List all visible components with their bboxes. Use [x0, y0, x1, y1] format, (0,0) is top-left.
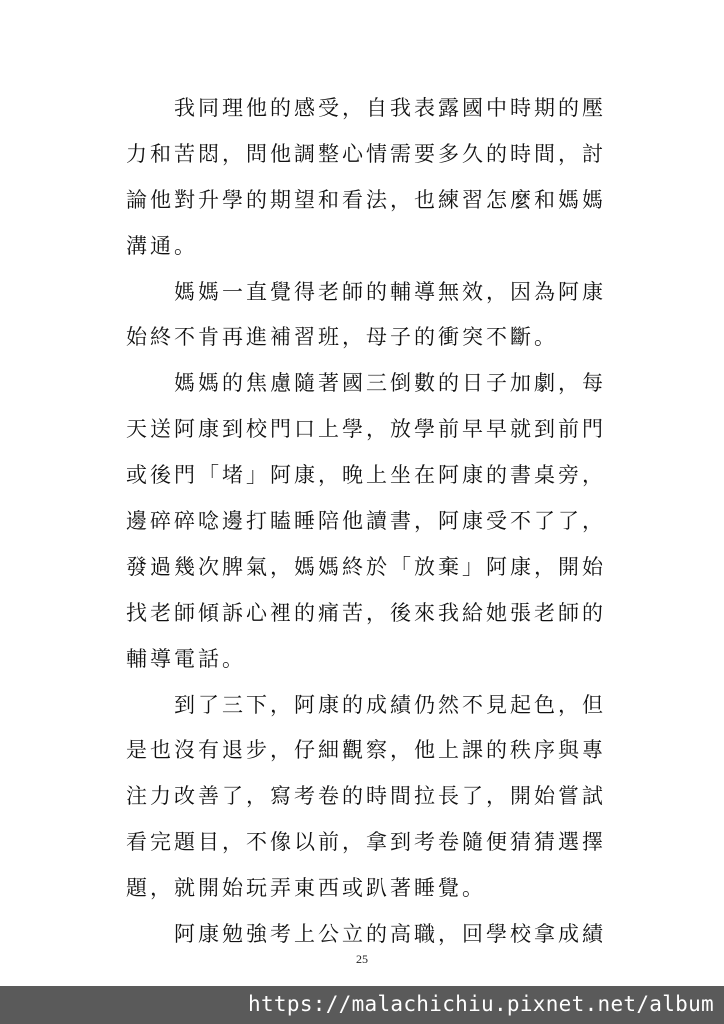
- text-line: 媽媽一直覺得老師的輔導無效，因為阿康: [174, 279, 606, 304]
- paragraph-4: [126, 683, 606, 912]
- text-line: 阿康勉強考上公立的高職，回學校拿成績: [174, 922, 606, 947]
- page-number: 25: [356, 952, 368, 966]
- text-line: 是也沒有退步，仔細觀察，他上課的秩序與專: [126, 738, 606, 763]
- text-line: 發過幾次脾氣，媽媽終於「放棄」阿康，開始: [126, 554, 606, 579]
- watermark-url[interactable]: https://malachichiu.pixnet.net/album: [248, 992, 714, 1016]
- paragraph-1: [126, 86, 606, 270]
- text-line: 輔導電話。: [126, 646, 246, 671]
- text-line: 題，就開始玩弄東西或趴著睡覺。: [126, 876, 486, 901]
- text-line: 注力改善了，寫考卷的時間拉長了，開始嘗試: [126, 784, 606, 809]
- body-text: [126, 86, 606, 958]
- text-line: 我同理他的感受，自我表露國中時期的壓: [174, 96, 606, 120]
- text-line: 媽媽的焦慮隨著國三倒數的日子加劇，每: [174, 371, 606, 396]
- text-line: 論他對升學的期望和看法，也練習怎麼和媽媽: [126, 187, 606, 212]
- text-line: 或後門「堵」阿康，晚上坐在阿康的書桌旁，: [126, 463, 606, 488]
- text-line: 始終不肯再進補習班，母子的衝突不斷。: [126, 325, 558, 350]
- text-line: 到了三下，阿康的成績仍然不見起色，但: [174, 692, 606, 717]
- text-line: 天送阿康到校門口上學，放學前早早就到前門: [126, 417, 606, 442]
- text-line: 溝通。: [126, 233, 198, 258]
- watermark-bar: [0, 986, 724, 1024]
- text-line: 找老師傾訴心裡的痛苦，後來我給她張老師的: [126, 600, 606, 625]
- paragraph-2: [126, 270, 606, 362]
- paragraph-3: [126, 361, 606, 682]
- text-line: 邊碎碎唸邊打瞌睡陪他讀書，阿康受不了了，: [126, 509, 606, 534]
- text-line: 看完題目，不像以前，拿到考卷隨便猜猜選擇: [126, 830, 606, 855]
- text-line: 力和苦悶，問他調整心情需要多久的時間，討: [126, 141, 606, 166]
